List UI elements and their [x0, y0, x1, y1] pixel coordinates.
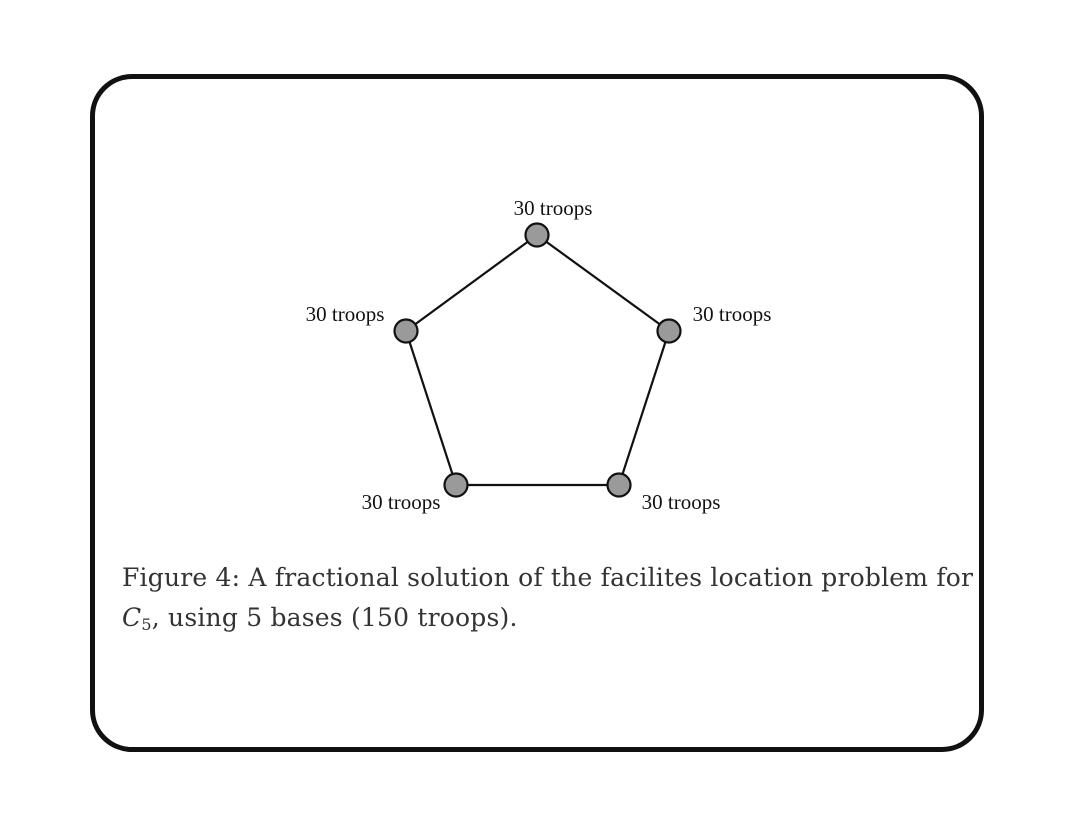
figure-caption [122, 558, 974, 645]
label-upper-right: 30 troops [692, 302, 772, 326]
node-upper-right [658, 320, 681, 343]
edge-top-upper-right [537, 235, 669, 331]
edge-upper-left-top [406, 235, 537, 331]
label-upper-left: 30 troops [305, 302, 385, 326]
math-c5 [122, 603, 152, 632]
caption-line-2-text: , using 5 bases (150 troops). [151, 603, 518, 632]
label-top: 30 troops [513, 196, 593, 220]
caption-line-1: Figure 4: A fractional solution of the facilites location problem for [122, 563, 974, 592]
math-sub: 5 [141, 615, 152, 634]
edge-upper-right-lower-right [619, 331, 669, 485]
node-lower-right [608, 474, 631, 497]
math-var: C [122, 603, 142, 632]
node-top [526, 224, 549, 247]
label-lower-right: 30 troops [641, 490, 721, 514]
edge-lower-left-upper-left [406, 331, 456, 485]
caption-line-2 [122, 598, 962, 645]
label-lower-left: 30 troops [361, 490, 441, 514]
node-lower-left [445, 474, 468, 497]
node-upper-left [395, 320, 418, 343]
